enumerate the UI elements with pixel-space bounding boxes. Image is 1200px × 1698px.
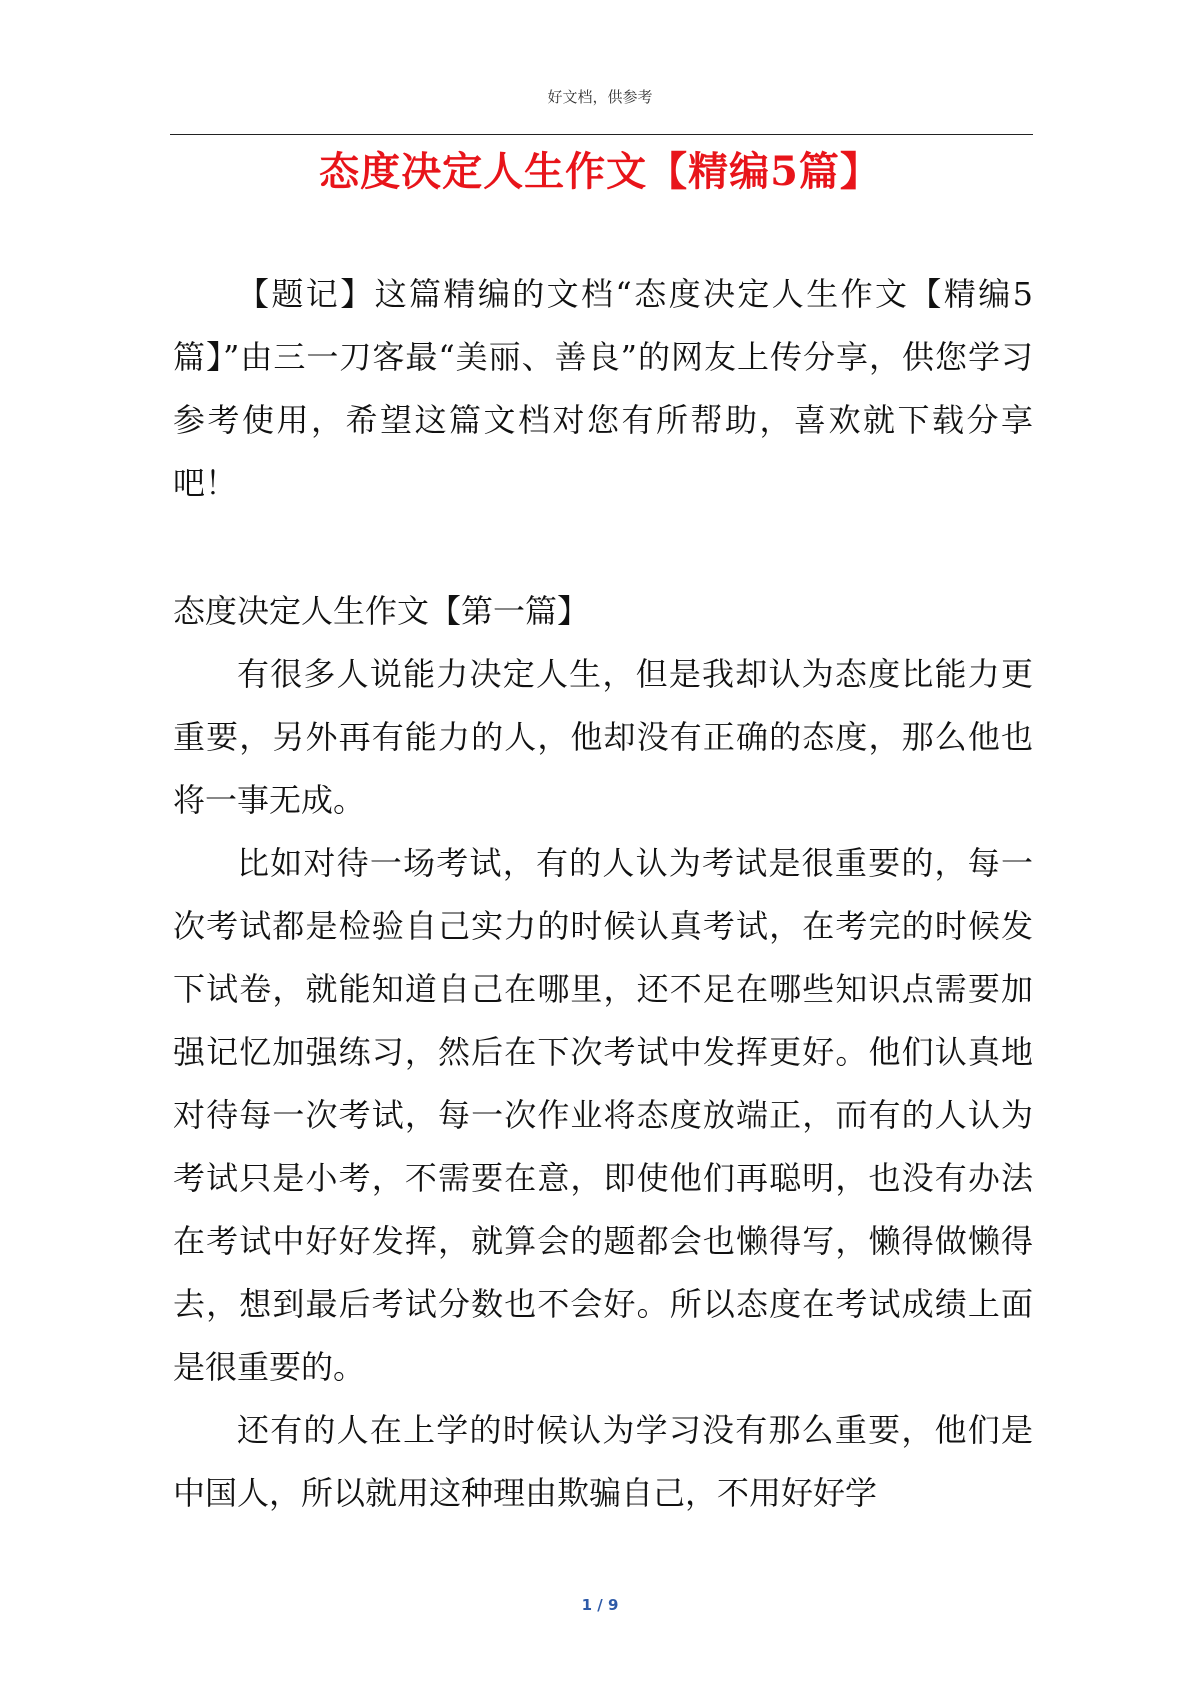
header-divider: [170, 134, 1033, 135]
body-paragraph: 比如对待一场考试，有的人认为考试是很重要的，每一次考试都是检验自己实力的时候认真考试，在考完的时候发下试卷，就能知道自己在哪里，还不足在哪些知识点需要加强记忆加强练习，然后在下次考试中发挥更好。他们认真地对待每一次考试，每一次作业将态度放端正，而有的人认为考试只是小考，不需要在意，即使他们再聪明，也没有办法在考试中好好发挥，就算会的题都会也懒得写，懒得做懒得去，想到最后考试分数也不会好。所以态度在考试成绩上面是很重要的。: [173, 844, 1033, 1386]
document-title: 态度决定人生作文【精编5篇】: [319, 148, 881, 195]
page-number: 1 / 9: [581, 1596, 619, 1614]
body-paragraph: 有很多人说能力决定人生，但是我却认为态度比能力更重要，另外再有能力的人，他却没有正确的态度，那么他也将一事无成。: [173, 655, 1033, 819]
body-paragraph: 还有的人在上学的时候认为学习没有那么重要，他们是中国人，所以就用这种理由欺骗自己，不用好好学: [173, 1411, 1033, 1512]
section-heading: 态度决定人生作文【第一篇】: [173, 592, 590, 630]
preface-paragraph: 【题记】这篇精编的文档“态度决定人生作文【精编5篇】”由三一刀客最“美丽、善良”的网友上传分享，供您学习参考使用，希望这篇文档对您有所帮助，喜欢就下载分享吧！: [173, 275, 1033, 502]
header-note: 好文档，供参考: [547, 88, 653, 106]
